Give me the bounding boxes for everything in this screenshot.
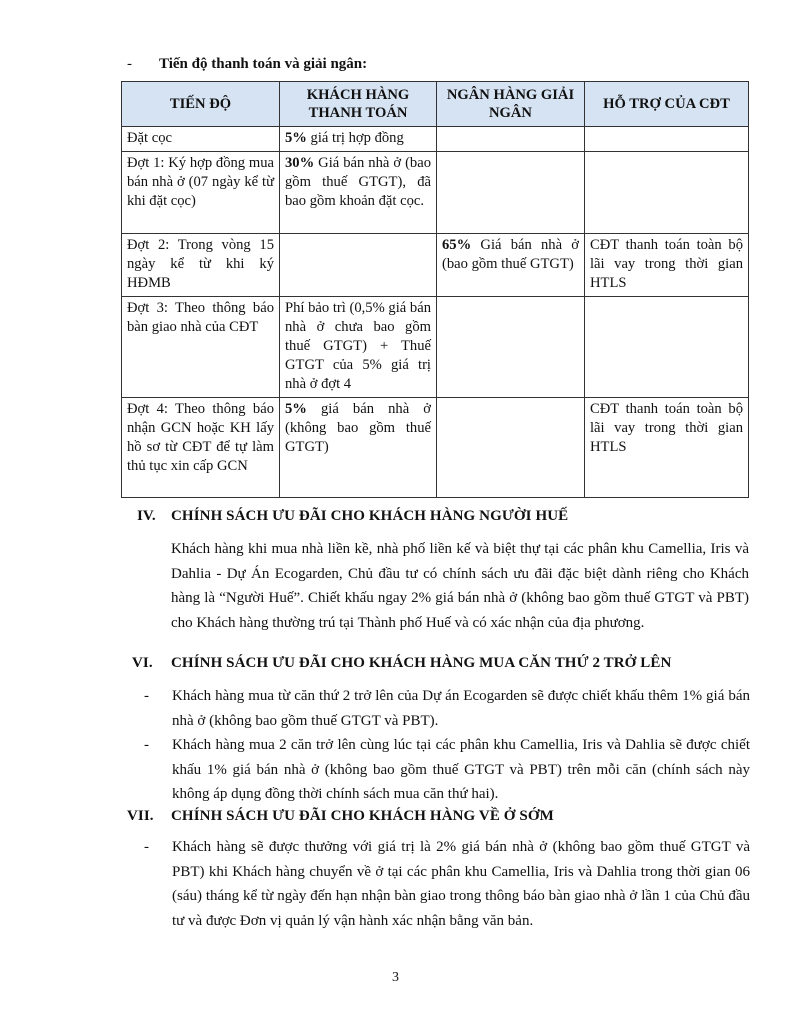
payment-schedule-table xyxy=(121,81,749,498)
section-6-heading: CHÍNH SÁCH ƯU ĐÃI CHO KHÁCH HÀNG MUA CĂN THỨ 2 TRỞ LÊN xyxy=(171,655,672,671)
cell-developer-support: CĐT thanh toán toàn bộ lãi vay trong thời gian HTLS xyxy=(585,398,749,498)
cell-bank-disbursement xyxy=(437,398,585,498)
section-6-number: VI. xyxy=(132,655,153,671)
section-6-title xyxy=(132,655,671,672)
heading-text: Tiến độ thanh toán và giải ngân: xyxy=(159,56,368,72)
cell-stage: Đặt cọc xyxy=(122,127,280,152)
section-4-number: IV. xyxy=(137,508,156,524)
bullet-dash: - xyxy=(144,839,149,855)
cell-customer-payment xyxy=(280,398,437,498)
cell-bank-disbursement xyxy=(437,127,585,152)
table-row xyxy=(122,152,749,234)
cell-bank-disbursement xyxy=(437,297,585,398)
payment-percent: 5% xyxy=(285,130,307,146)
section-7-number: VII. xyxy=(127,808,154,824)
bullet-text: Khách hàng mua từ căn thứ 2 trở lên của Dự án Ecogarden sẽ được chiết khấu thêm 1% giá bán nhà ở (không bao gồm thuế GTGT và PBT). xyxy=(172,688,750,729)
cell-customer-payment xyxy=(280,297,437,398)
cell-customer-payment xyxy=(280,152,437,234)
bullet-text: Khách hàng sẽ được thưởng với giá trị là 2% giá bán nhà ở (không bao gồm thuế GTGT và PBT) khi Khách hàng chuyển về ở tại các phân khu Camellia, Iris và Dahlia trong thời gian 06 (sáu) tháng kể từ ngày đến hạn nhận bàn giao trong thông báo bàn giao nhà ở lần 1 của Chủ đầu tư và được Đơn vị quản lý vận hành xác nhận bằng văn bản. xyxy=(172,839,750,929)
payment-text: Giá bán nhà ở (bao gồm thuế GTGT), đã bao gồm khoản đặt cọc. xyxy=(285,155,431,209)
payment-percent: 5% xyxy=(285,401,307,417)
bank-text: Giá bán nhà ở (bao gồm thuế GTGT) xyxy=(442,237,579,272)
section-6-bullet xyxy=(144,684,750,734)
payment-percent: 30% xyxy=(285,155,315,171)
payment-text: giá bán nhà ở (không bao gồm thuế GTGT) xyxy=(285,401,431,455)
cell-stage: Đợt 2: Trong vòng 15 ngày kể từ khi ký HĐMB xyxy=(122,234,280,297)
section-4-title xyxy=(137,508,568,525)
bullet-text: Khách hàng mua 2 căn trở lên cùng lúc tại các phân khu Camellia, Iris và Dahlia sẽ được chiết khấu 1% giá bán nhà ở (không bao gồm thuế GTGT và PBT) trên mỗi căn (chính sách này không áp dụng đồng thời chính sách mua căn thứ hai). xyxy=(172,737,750,802)
cell-stage: Đợt 4: Theo thông báo nhận GCN hoặc KH lấy hồ sơ từ CĐT để tự làm thủ tục xin cấp GCN xyxy=(122,398,280,498)
cell-developer-support xyxy=(585,297,749,398)
cell-stage: Đợt 1: Ký hợp đồng mua bán nhà ở (07 ngày kể từ khi đặt cọc) xyxy=(122,152,280,234)
section-4-heading: CHÍNH SÁCH ƯU ĐÃI CHO KHÁCH HÀNG NGƯỜI HUẾ xyxy=(171,508,569,524)
cell-customer-payment xyxy=(280,127,437,152)
cell-developer-support: CĐT thanh toán toàn bộ lãi vay trong thời gian HTLS xyxy=(585,234,749,297)
bullet-dash: - xyxy=(144,688,149,704)
header-stage: TIẾN ĐỘ xyxy=(122,82,280,127)
table-row xyxy=(122,127,749,152)
payment-schedule-heading xyxy=(127,56,367,73)
section-7-title xyxy=(127,808,554,825)
cell-bank-disbursement xyxy=(437,152,585,234)
cell-bank-disbursement xyxy=(437,234,585,297)
table-row xyxy=(122,398,749,498)
section-6-bullet xyxy=(144,733,750,807)
cell-developer-support xyxy=(585,127,749,152)
section-7-bullet xyxy=(144,835,750,960)
header-developer-support: HỖ TRỢ CỦA CĐT xyxy=(585,82,749,127)
header-bank-disbursement: NGÂN HÀNG GIẢI NGÂN xyxy=(437,82,585,127)
heading-dash: - xyxy=(127,56,132,72)
section-7-heading: CHÍNH SÁCH ƯU ĐÃI CHO KHÁCH HÀNG VỀ Ở SỚM xyxy=(171,808,554,824)
payment-text: Phí bảo trì (0,5% giá bán nhà ở chưa bao gồm thuế GTGT) + Thuế GTGT của 5% giá trị nhà ở đợt 4 xyxy=(285,300,431,392)
table-header-row xyxy=(122,82,749,127)
page-number: 3 xyxy=(392,970,399,985)
bank-percent: 65% xyxy=(442,237,472,253)
header-customer-payment: KHÁCH HÀNG THANH TOÁN xyxy=(280,82,437,127)
cell-developer-support xyxy=(585,152,749,234)
table-row xyxy=(122,234,749,297)
cell-stage: Đợt 3: Theo thông báo bàn giao nhà của CĐT xyxy=(122,297,280,398)
table-row xyxy=(122,297,749,398)
cell-customer-payment xyxy=(280,234,437,297)
section-4-body: Khách hàng khi mua nhà liền kề, nhà phố liền kế và biệt thự tại các phân khu Camellia, Iris và Dahlia - Dự Án Ecogarden, Chủ đầu tư có chính sách ưu đãi đặc biệt dành riêng cho Khách hàng là “Người Huế”. Chiết khấu ngay 2% giá bán nhà ở (không bao gồm thuế GTGT và PBT) cho Khách hàng thường trú tại Thành phố Huế và có xác nhận của địa phương. xyxy=(171,541,749,631)
bullet-dash: - xyxy=(144,737,149,753)
payment-text: giá trị hợp đồng xyxy=(306,130,404,146)
